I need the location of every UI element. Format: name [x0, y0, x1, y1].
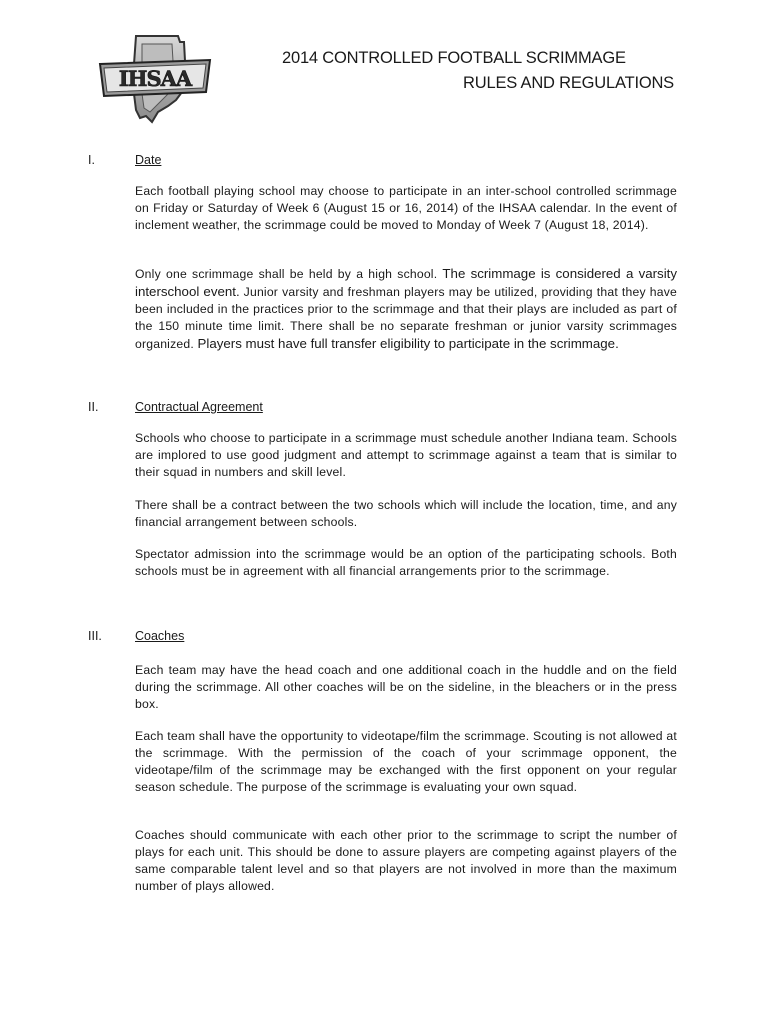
section-numeral: III.	[88, 629, 102, 643]
paragraph: There shall be a contract between the two schools which will include the location, time, and any financial arrangement between schools.	[135, 498, 677, 529]
title-line-1: 2014 CONTROLLED FOOTBALL SCRIMMAGE	[282, 49, 626, 67]
paragraph-emphasis: Players must have full transfer eligibility to participate in the scrimmage.	[197, 336, 619, 351]
title-line-2: RULES AND REGULATIONS	[463, 74, 674, 92]
document-title	[262, 46, 674, 96]
section-numeral: I.	[88, 153, 95, 167]
section-heading: Date	[135, 153, 162, 167]
ihsaa-logo	[96, 34, 214, 124]
paragraph: Schools who choose to participate in a scrimmage must schedule another Indiana team. Schools are implored to use good judgment and attempt to scrimmage against a team that is similar to their squad in numbers and skill level.	[135, 431, 677, 479]
section-numeral: II.	[88, 400, 99, 414]
paragraph	[135, 265, 677, 353]
paragraph: Spectator admission into the scrimmage would be an option of the participating schools. Both schools must be in agreement with all financial arrangements prior to the scrimmage.	[135, 547, 677, 578]
paragraph: Each football playing school may choose to participate in an inter-school controlled scrimmage on Friday or Saturday of Week 6 (August 15 or 16, 2014) of the IHSAA calendar. In the event of inclement weather, the scrimmage could be moved to Monday of Week 7 (August 18, 2014).	[135, 184, 677, 232]
section-heading: Contractual Agreement	[135, 400, 263, 414]
section-heading: Coaches	[135, 629, 185, 643]
paragraph: Coaches should communicate with each other prior to the scrimmage to script the number of plays for each unit. This should be done to assure players are competing against players of the same comparable talent level and so that players are not involved in more than the maximum number of plays allowed.	[135, 828, 677, 893]
paragraph: Each team shall have the opportunity to videotape/film the scrimmage. Scouting is not allowed at the scrimmage. With the permission of the coach of your scrimmage opponent, the videotape/film of the scrimmage may be exchanged with the first opponent on your regular season schedule. The purpose of the scrimmage is evaluating your own squad.	[135, 729, 677, 794]
paragraph-text: Only one scrimmage shall be held by a high school.	[135, 267, 443, 281]
logo-text: IHSAA	[118, 66, 192, 91]
paragraph: Each team may have the head coach and one additional coach in the huddle and on the field during the scrimmage. All other coaches will be on the sideline, in the bleachers or in the press box.	[135, 663, 677, 711]
paragraph-emphasis: The scrimmage is considered a varsity interschool event.	[135, 266, 677, 299]
paragraph-text: Junior varsity and freshman players may be utilized, providing that they have been included in the practices prior to the scrimmage and that their plays are included as part of the 150 minute time limit. There shall be no separate freshman or junior varsity scrimmages organized.	[135, 285, 677, 351]
